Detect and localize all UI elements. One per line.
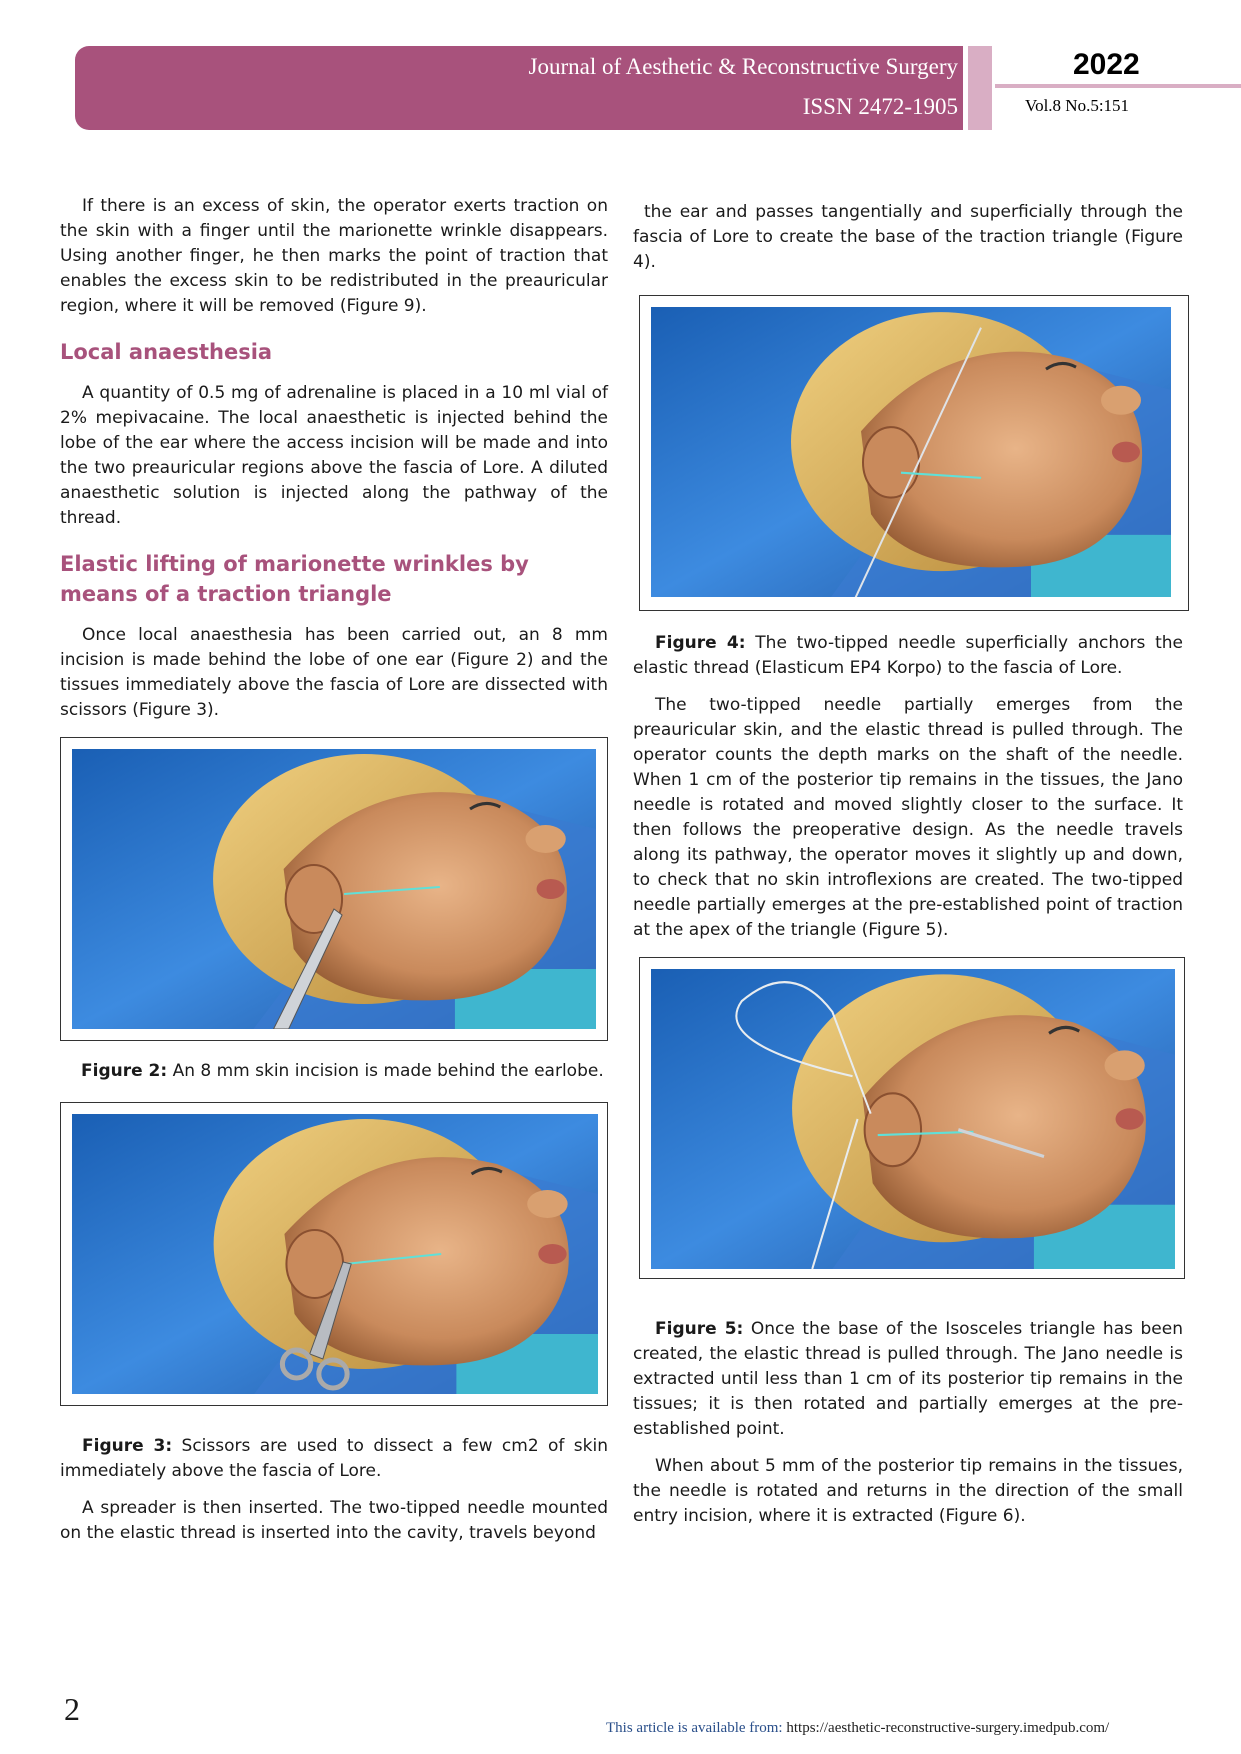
volume-number: Vol.8 No.5:151 xyxy=(1025,96,1130,115)
figure-3-image xyxy=(60,1102,608,1406)
figure-2-caption xyxy=(60,1059,608,1084)
paragraph: Once local anaesthesia has been carried out, an 8 mm incision is made behind the lobe of one ear (Figure 2) and the tissues immediately above the fascia of Lore are dissected with scissors (Figure 3). xyxy=(60,625,608,720)
section-heading-elastic-lifting: Elastic lifting of marionette wrinkles by means of a traction triangle xyxy=(60,552,529,606)
figure-2-label: Figure 2: xyxy=(81,1061,168,1081)
figure-5-text: Once the base of the Isosceles triangle has been created, the elastic thread is pulled through. The Jano needle is extracted until less than 1 cm of its posterior tip remains in the tissues; it is then rotated and partially emerges at the pre-established point. xyxy=(633,1319,1184,1439)
figure-5-caption xyxy=(633,1317,1183,1442)
paragraph: If there is an excess of skin, the operator exerts traction on the skin with a finger until the marionette wrinkle disappears. Using another finger, he then marks the point of traction that enables the excess skin to be redistributed in the preauricular region, where it will be removed (Figure 9). xyxy=(60,196,608,316)
figure-4-label: Figure 4: xyxy=(655,633,746,653)
footer-url[interactable]: https://aesthetic-reconstructive-surgery.imedpub.com/ xyxy=(786,1720,1110,1736)
figure-3-caption xyxy=(60,1434,608,1484)
figure-3-text: Scissors are used to dissect a few cm2 of skin immediately above the fascia of Lore. xyxy=(60,1436,609,1481)
figure-5-label: Figure 5: xyxy=(655,1319,744,1339)
footer-label: This article is available from: xyxy=(606,1720,783,1736)
publication-year: 2022 xyxy=(1073,48,1140,81)
paragraph: A spreader is then inserted. The two-tipped needle mounted on the elastic thread is inserted into the cavity, travels beyond xyxy=(60,1498,608,1543)
figure-2-image xyxy=(60,737,608,1041)
left-column xyxy=(60,194,608,1558)
figure-5-image xyxy=(639,957,1185,1279)
header-rule xyxy=(995,84,1241,88)
paragraph: When about 5 mm of the posterior tip remains in the tissues, the needle is rotated and returns in the direction of the small entry incision, where it is extracted (Figure 6). xyxy=(633,1456,1183,1526)
paragraph: the ear and passes tangentially and superficially through the fascia of Lore to create the base of the traction triangle (Figure 4). xyxy=(633,202,1183,272)
page-number: 2 xyxy=(64,1691,80,1727)
figure-4-text: The two-tipped needle superficially anchors the elastic thread (Elasticum EP4 Korpo) to the fascia of Lore. xyxy=(633,633,1183,678)
figure-3-label: Figure 3: xyxy=(82,1436,173,1456)
section-heading-local-anaesthesia: Local anaesthesia xyxy=(60,340,273,364)
paragraph: A quantity of 0.5 mg of adrenaline is placed in a 10 ml vial of 2% mepivacaine. The local anaesthetic is injected behind the lobe of the ear where the access incision will be made and into the two preauricular regions above the fascia of Lore. A diluted anaesthetic solution is injected along the pathway of the thread. xyxy=(60,383,608,528)
issn: ISSN 2472-1905 xyxy=(802,94,958,119)
figure-4-image xyxy=(639,295,1189,611)
right-column xyxy=(633,200,1183,1541)
footer-availability xyxy=(606,1720,1109,1737)
figure-4-caption xyxy=(633,631,1183,681)
paragraph: The two-tipped needle partially emerges from the preauricular skin, and the elastic thread is pulled through. The operator counts the depth marks on the shaft of the needle. When 1 cm of the posterior tip remains in the tissues, the Jano needle is rotated and moved slightly closer to the surface. It then follows the preoperative design. As the needle travels along its pathway, the operator moves it slightly up and down, to check that no skin introflexions are created. The two-tipped needle partially emerges at the pre-established point of traction at the apex of the triangle (Figure 5). xyxy=(633,695,1183,940)
figure-2-text: An 8 mm skin incision is made behind the earlobe. xyxy=(167,1061,604,1081)
journal-title: Journal of Aesthetic & Reconstructive Surgery xyxy=(528,54,958,79)
header-accent-cap xyxy=(968,46,992,130)
